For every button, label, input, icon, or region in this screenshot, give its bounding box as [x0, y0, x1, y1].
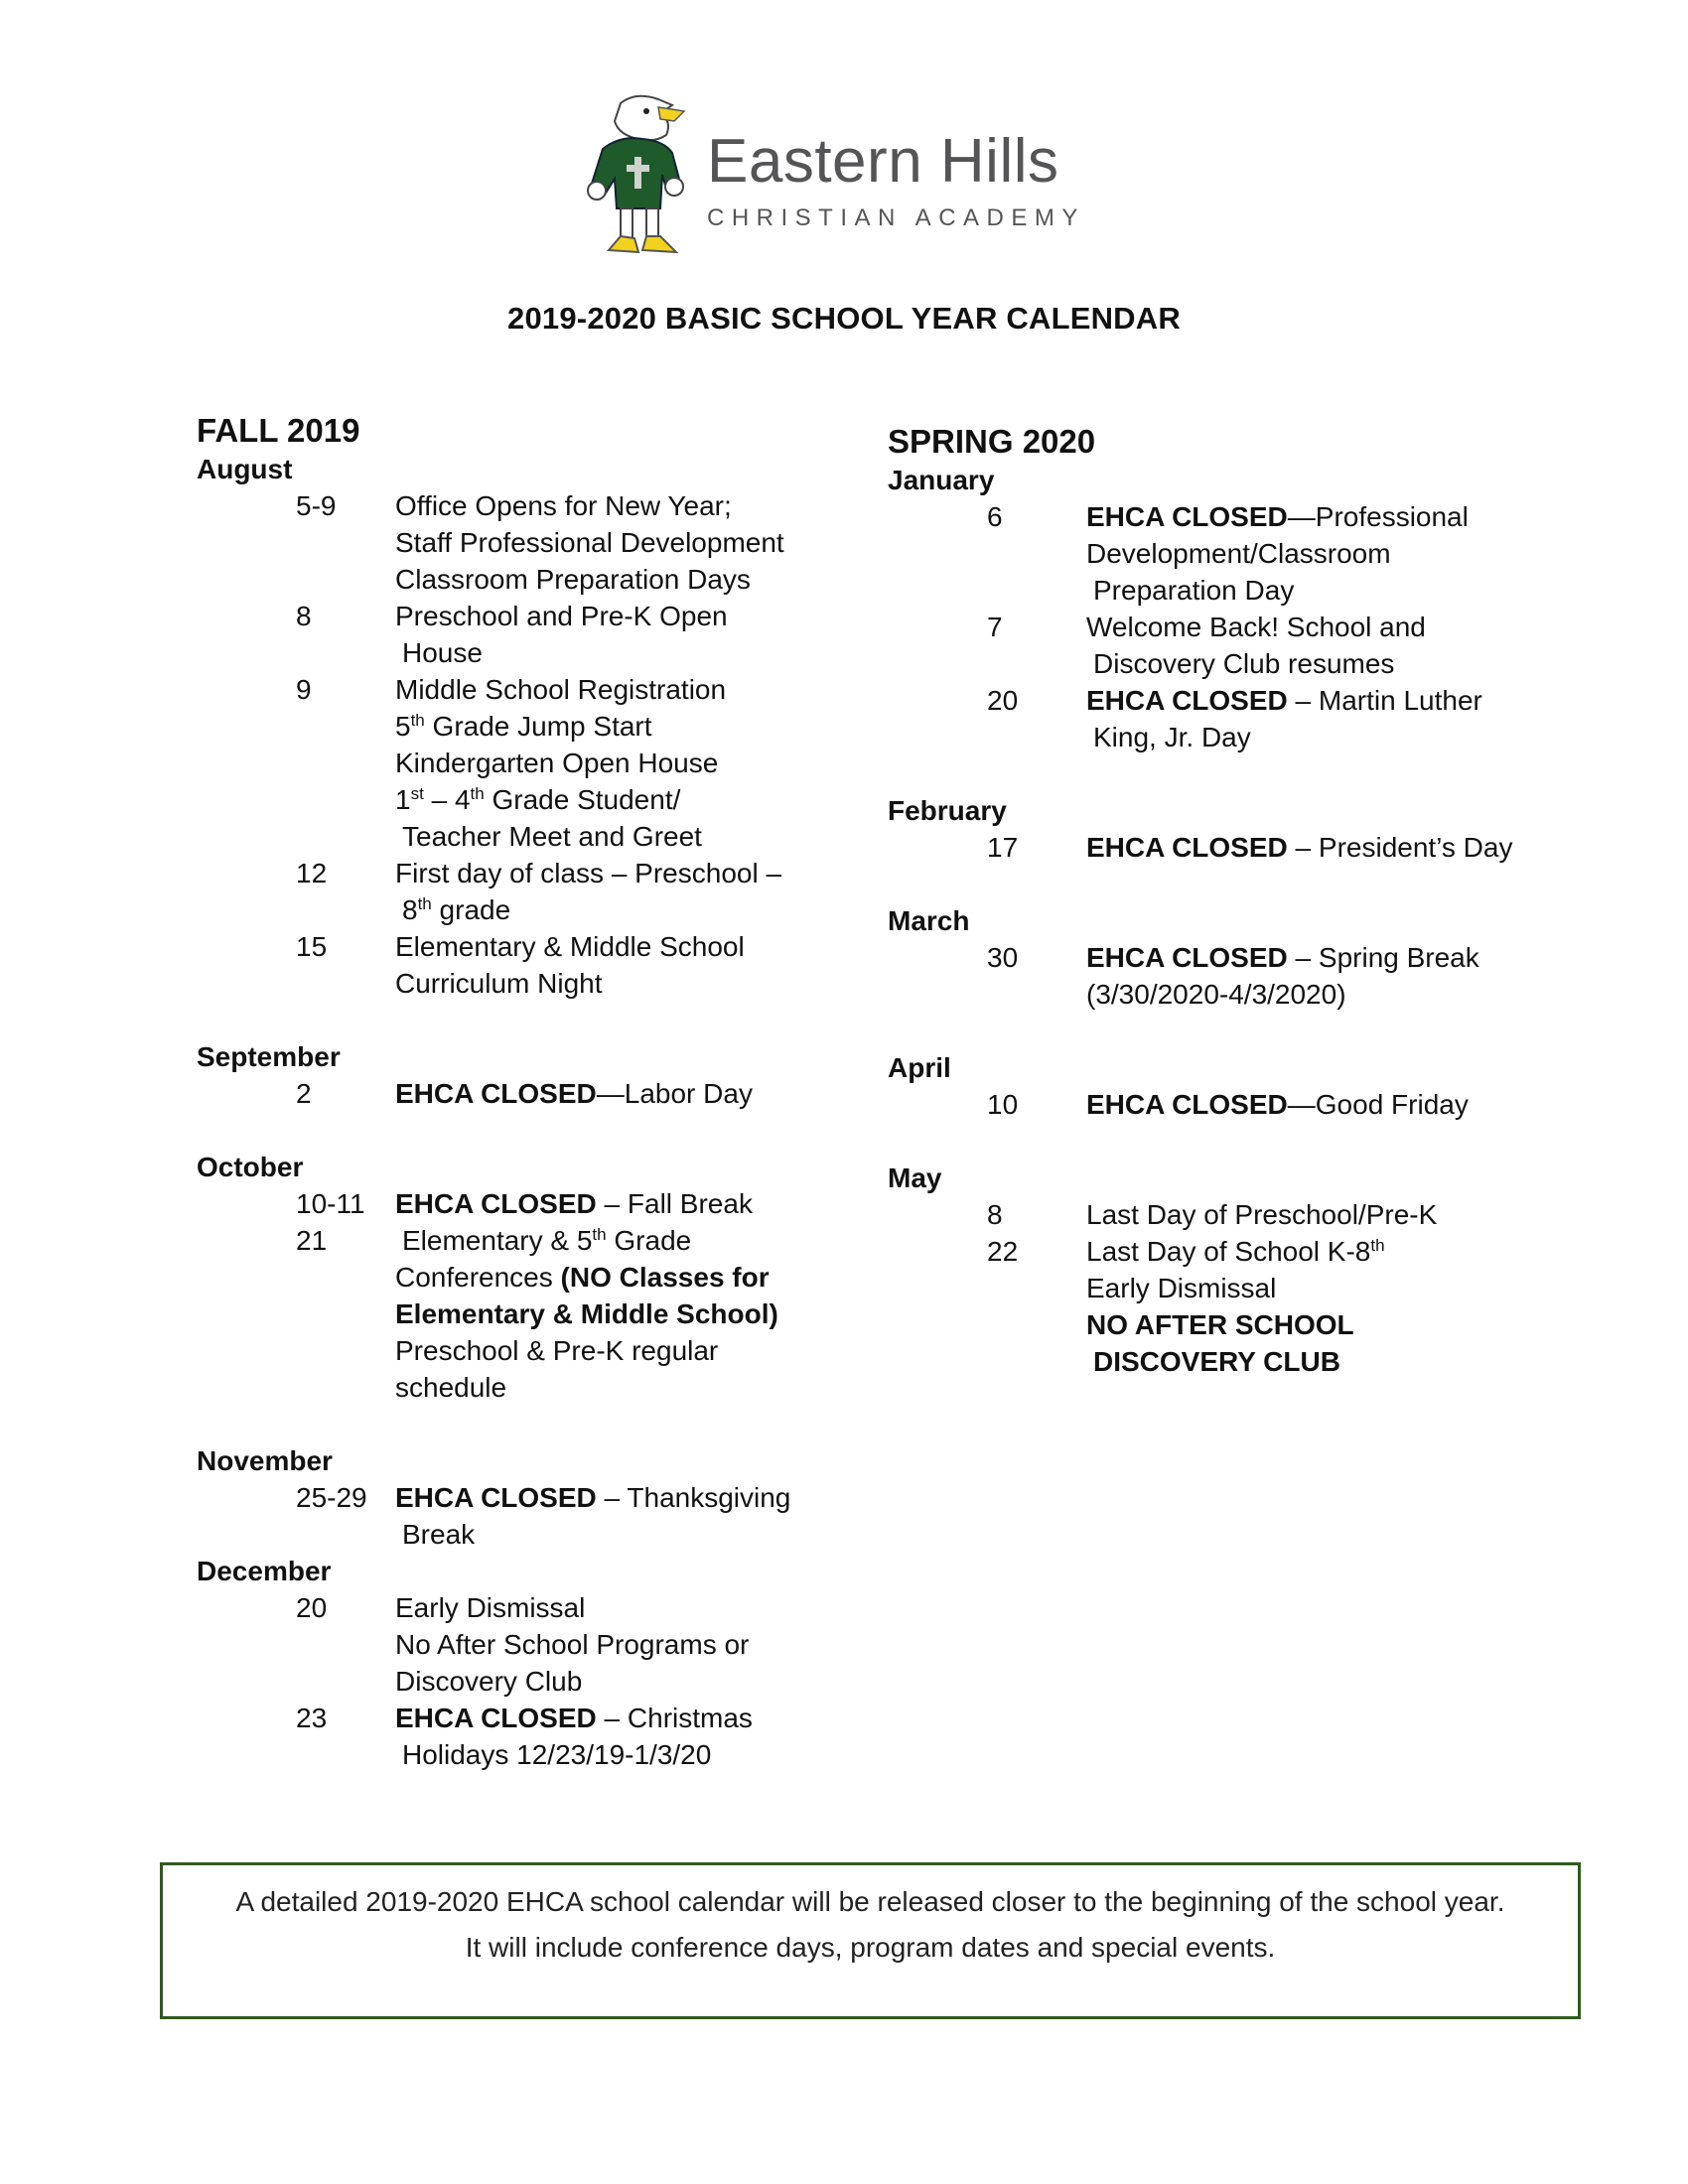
- event-row: [888, 1086, 1523, 1123]
- event-description: Office Opens for New Year; Staff Professional Development Classroom Preparation Days: [395, 490, 784, 595]
- eagle-mascot-icon: [581, 91, 695, 260]
- event-description: EHCA CLOSED – Christmas Holidays 12/23/19-1/3/20: [395, 1703, 753, 1770]
- event-row: [197, 1222, 812, 1406]
- spring-column: [888, 422, 1523, 1380]
- month-march: March: [888, 905, 970, 936]
- month-december: December: [197, 1556, 332, 1586]
- notice-line-1: A detailed 2019-2020 EHCA school calendar will be released closer to the beginning of the school year.: [235, 1886, 1505, 1917]
- event-row: [197, 1700, 812, 1773]
- event-description: EHCA CLOSED – Spring Break (3/30/2020-4/3/2020): [1086, 942, 1479, 1010]
- event-date: 9: [296, 674, 312, 705]
- event-row: [197, 928, 812, 1002]
- event-row: [888, 1196, 1523, 1233]
- event-date: 7: [987, 612, 1003, 642]
- event-date: 15: [296, 931, 328, 962]
- event-date: 8: [296, 601, 312, 631]
- event-row: [888, 609, 1523, 682]
- event-row: [197, 598, 812, 671]
- event-description: Last Day of School K-8th Early Dismissal NO AFTER SCHOOL DISCOVERY CLUB: [1086, 1236, 1385, 1377]
- event-description: Middle School Registration 5th Grade Jump Start Kindergarten Open House 1st – 4th Grade Student/ Teacher Meet and Greet: [395, 674, 727, 852]
- event-row: [197, 855, 812, 928]
- event-date: 8: [987, 1199, 1003, 1230]
- event-date: 5-9: [296, 490, 337, 521]
- event-date: 25-29: [296, 1482, 367, 1513]
- event-date: 22: [987, 1236, 1019, 1267]
- month-october: October: [197, 1152, 304, 1182]
- month-september: September: [197, 1041, 341, 1072]
- school-logo: [581, 91, 1117, 260]
- event-description: Last Day of Preschool/Pre-K: [1086, 1199, 1438, 1230]
- event-date: 30: [987, 942, 1019, 973]
- calendar-notice-box: [160, 1862, 1581, 2019]
- event-description: Early Dismissal No After School Programs or Discovery Club: [395, 1592, 750, 1697]
- event-date: 2: [296, 1078, 312, 1109]
- event-description: EHCA CLOSED—Labor Day: [395, 1078, 753, 1109]
- month-november: November: [197, 1445, 333, 1476]
- event-date: 23: [296, 1703, 328, 1733]
- notice-line-2: It will include conference days, program dates and special events.: [465, 1932, 1276, 1963]
- event-row: [888, 498, 1523, 609]
- event-description: Elementary & Middle School Curriculum Night: [395, 931, 745, 999]
- event-description: EHCA CLOSED – Thanksgiving Break: [395, 1482, 791, 1550]
- event-date: 6: [987, 501, 1003, 532]
- month-april: April: [888, 1052, 951, 1083]
- month-february: February: [888, 795, 1007, 826]
- event-description: Welcome Back! School and Discovery Club resumes: [1086, 612, 1426, 679]
- spring-heading: SPRING 2020: [888, 423, 1096, 460]
- event-description: EHCA CLOSED—Professional Development/Classroom Preparation Day: [1086, 501, 1469, 606]
- event-description: First day of class – Preschool – 8th grade: [395, 858, 782, 925]
- fall-heading: FALL 2019: [197, 412, 360, 449]
- school-name: Eastern Hills: [707, 127, 1059, 196]
- event-date: 12: [296, 858, 328, 888]
- month-may: May: [888, 1162, 942, 1193]
- event-description: EHCA CLOSED – President’s Day: [1086, 832, 1513, 863]
- event-description: EHCA CLOSED – Fall Break: [395, 1188, 753, 1219]
- event-description: EHCA CLOSED—Good Friday: [1086, 1089, 1469, 1120]
- page-title: 2019-2020 BASIC SCHOOL YEAR CALENDAR: [507, 301, 1181, 336]
- event-date: 20: [296, 1592, 328, 1623]
- event-row: [888, 829, 1523, 866]
- event-row: [197, 1479, 812, 1553]
- event-row: [197, 1185, 812, 1222]
- event-row: [888, 1233, 1523, 1380]
- event-row: [888, 939, 1523, 1013]
- event-description: EHCA CLOSED – Martin Luther King, Jr. Day: [1086, 685, 1482, 752]
- event-description: Elementary & 5th Grade Conferences (NO Classes for Elementary & Middle School) Preschool & Pre-K regular schedule: [395, 1225, 778, 1403]
- event-row: [197, 487, 812, 598]
- event-date: 20: [987, 685, 1019, 716]
- event-date: 10-11: [296, 1188, 365, 1219]
- event-description: Preschool and Pre-K Open House: [395, 601, 728, 668]
- fall-column: [197, 411, 812, 1773]
- event-row: [197, 1589, 812, 1700]
- event-row: [197, 1075, 812, 1112]
- event-row: [197, 671, 812, 855]
- month-august: August: [197, 454, 293, 484]
- school-subtitle: CHRISTIAN ACADEMY: [707, 205, 1085, 231]
- month-january: January: [888, 465, 995, 495]
- event-date: 10: [987, 1089, 1019, 1120]
- event-row: [888, 682, 1523, 755]
- event-date: 21: [296, 1225, 328, 1256]
- event-date: 17: [987, 832, 1019, 863]
